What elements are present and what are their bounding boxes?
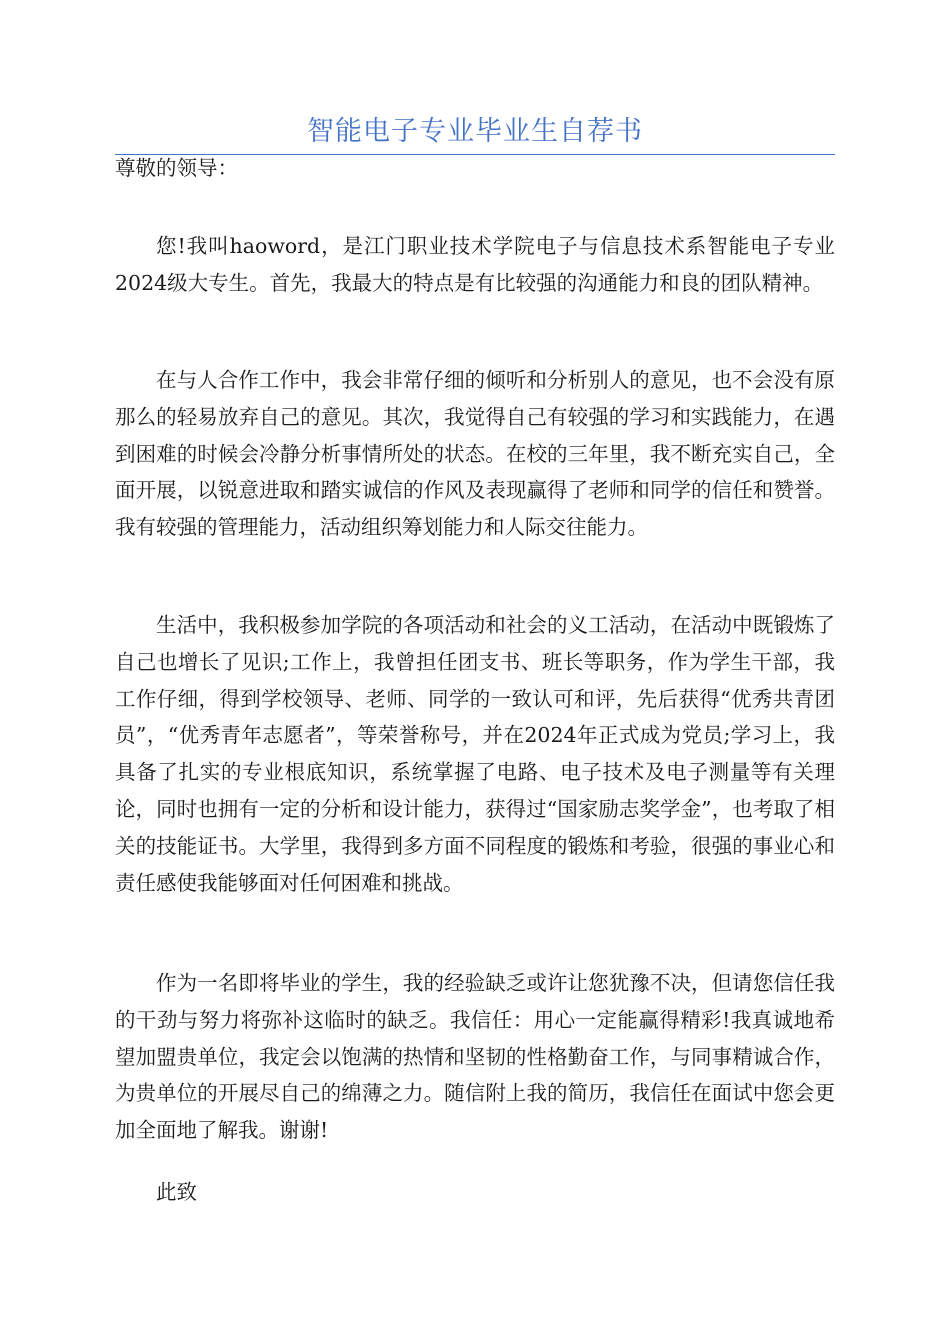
salutation: 尊敬的领导： — [115, 156, 238, 180]
paragraph-regards: 此致 — [156, 1180, 197, 1204]
paragraph-closing: 作为一名即将毕业的学生，我的经验缺乏或许让您犹豫不决，但请您信任我的干劲与努力将弥补这临时的缺乏。我信任：用心一定能赢得精彩!我真诚地希望加盟贵单位，我定会以饱满的热情和坚韧的性格勤奋工作，与同事精诚合作，为贵单位的开展尽自己的绵薄之力。随信附上我的简历，我信任在面试中您会更加全面地了解我。谢谢! — [115, 971, 835, 1143]
paragraph-introduction: 您!我叫haoword，是江门职业技术学院电子与信息技术系智能电子专业2024级大专生。首先，我最大的特点是有比较强的沟通能力和良的团队精神。 — [115, 234, 835, 295]
paragraph-experience: 生活中，我积极参加学院的各项活动和社会的义工活动，在活动中既锻炼了自己也增长了见识;工作上，我曾担任团支书、班长等职务，作为学生干部，我工作仔细，得到学校领导、老师、同学的一致认可和评，先后获得“优秀共青团员”，“优秀青年志愿者”，等荣誉称号，并在2024年正式成为党员;学习上，我具备了扎实的专业根底知识，系统掌握了电路、电子技术及电子测量等有关理论，同时也拥有一定的分析和设计能力，获得过“国家励志奖学金”，也考取了相关的技能证书。大学里，我得到多方面不同程度的锻炼和考验，很强的事业心和责任感使我能够面对任何困难和挑战。 — [115, 613, 835, 895]
document-title: 智能电子专业毕业生自荐书 — [307, 116, 643, 147]
paragraph-teamwork: 在与人合作工作中，我会非常仔细的倾听和分析别人的意见，也不会没有原那么的轻易放弃自己的意见。其次，我觉得自己有较强的学习和实践能力，在遇到困难的时候会冷静分析事情所处的状态。在校的三年里，我不断充实自己，全面开展，以锐意进取和踏实诚信的作风及表现赢得了老师和同学的信任和赞誉。我有较强的管理能力，活动组织筹划能力和人际交往能力。 — [115, 368, 835, 540]
